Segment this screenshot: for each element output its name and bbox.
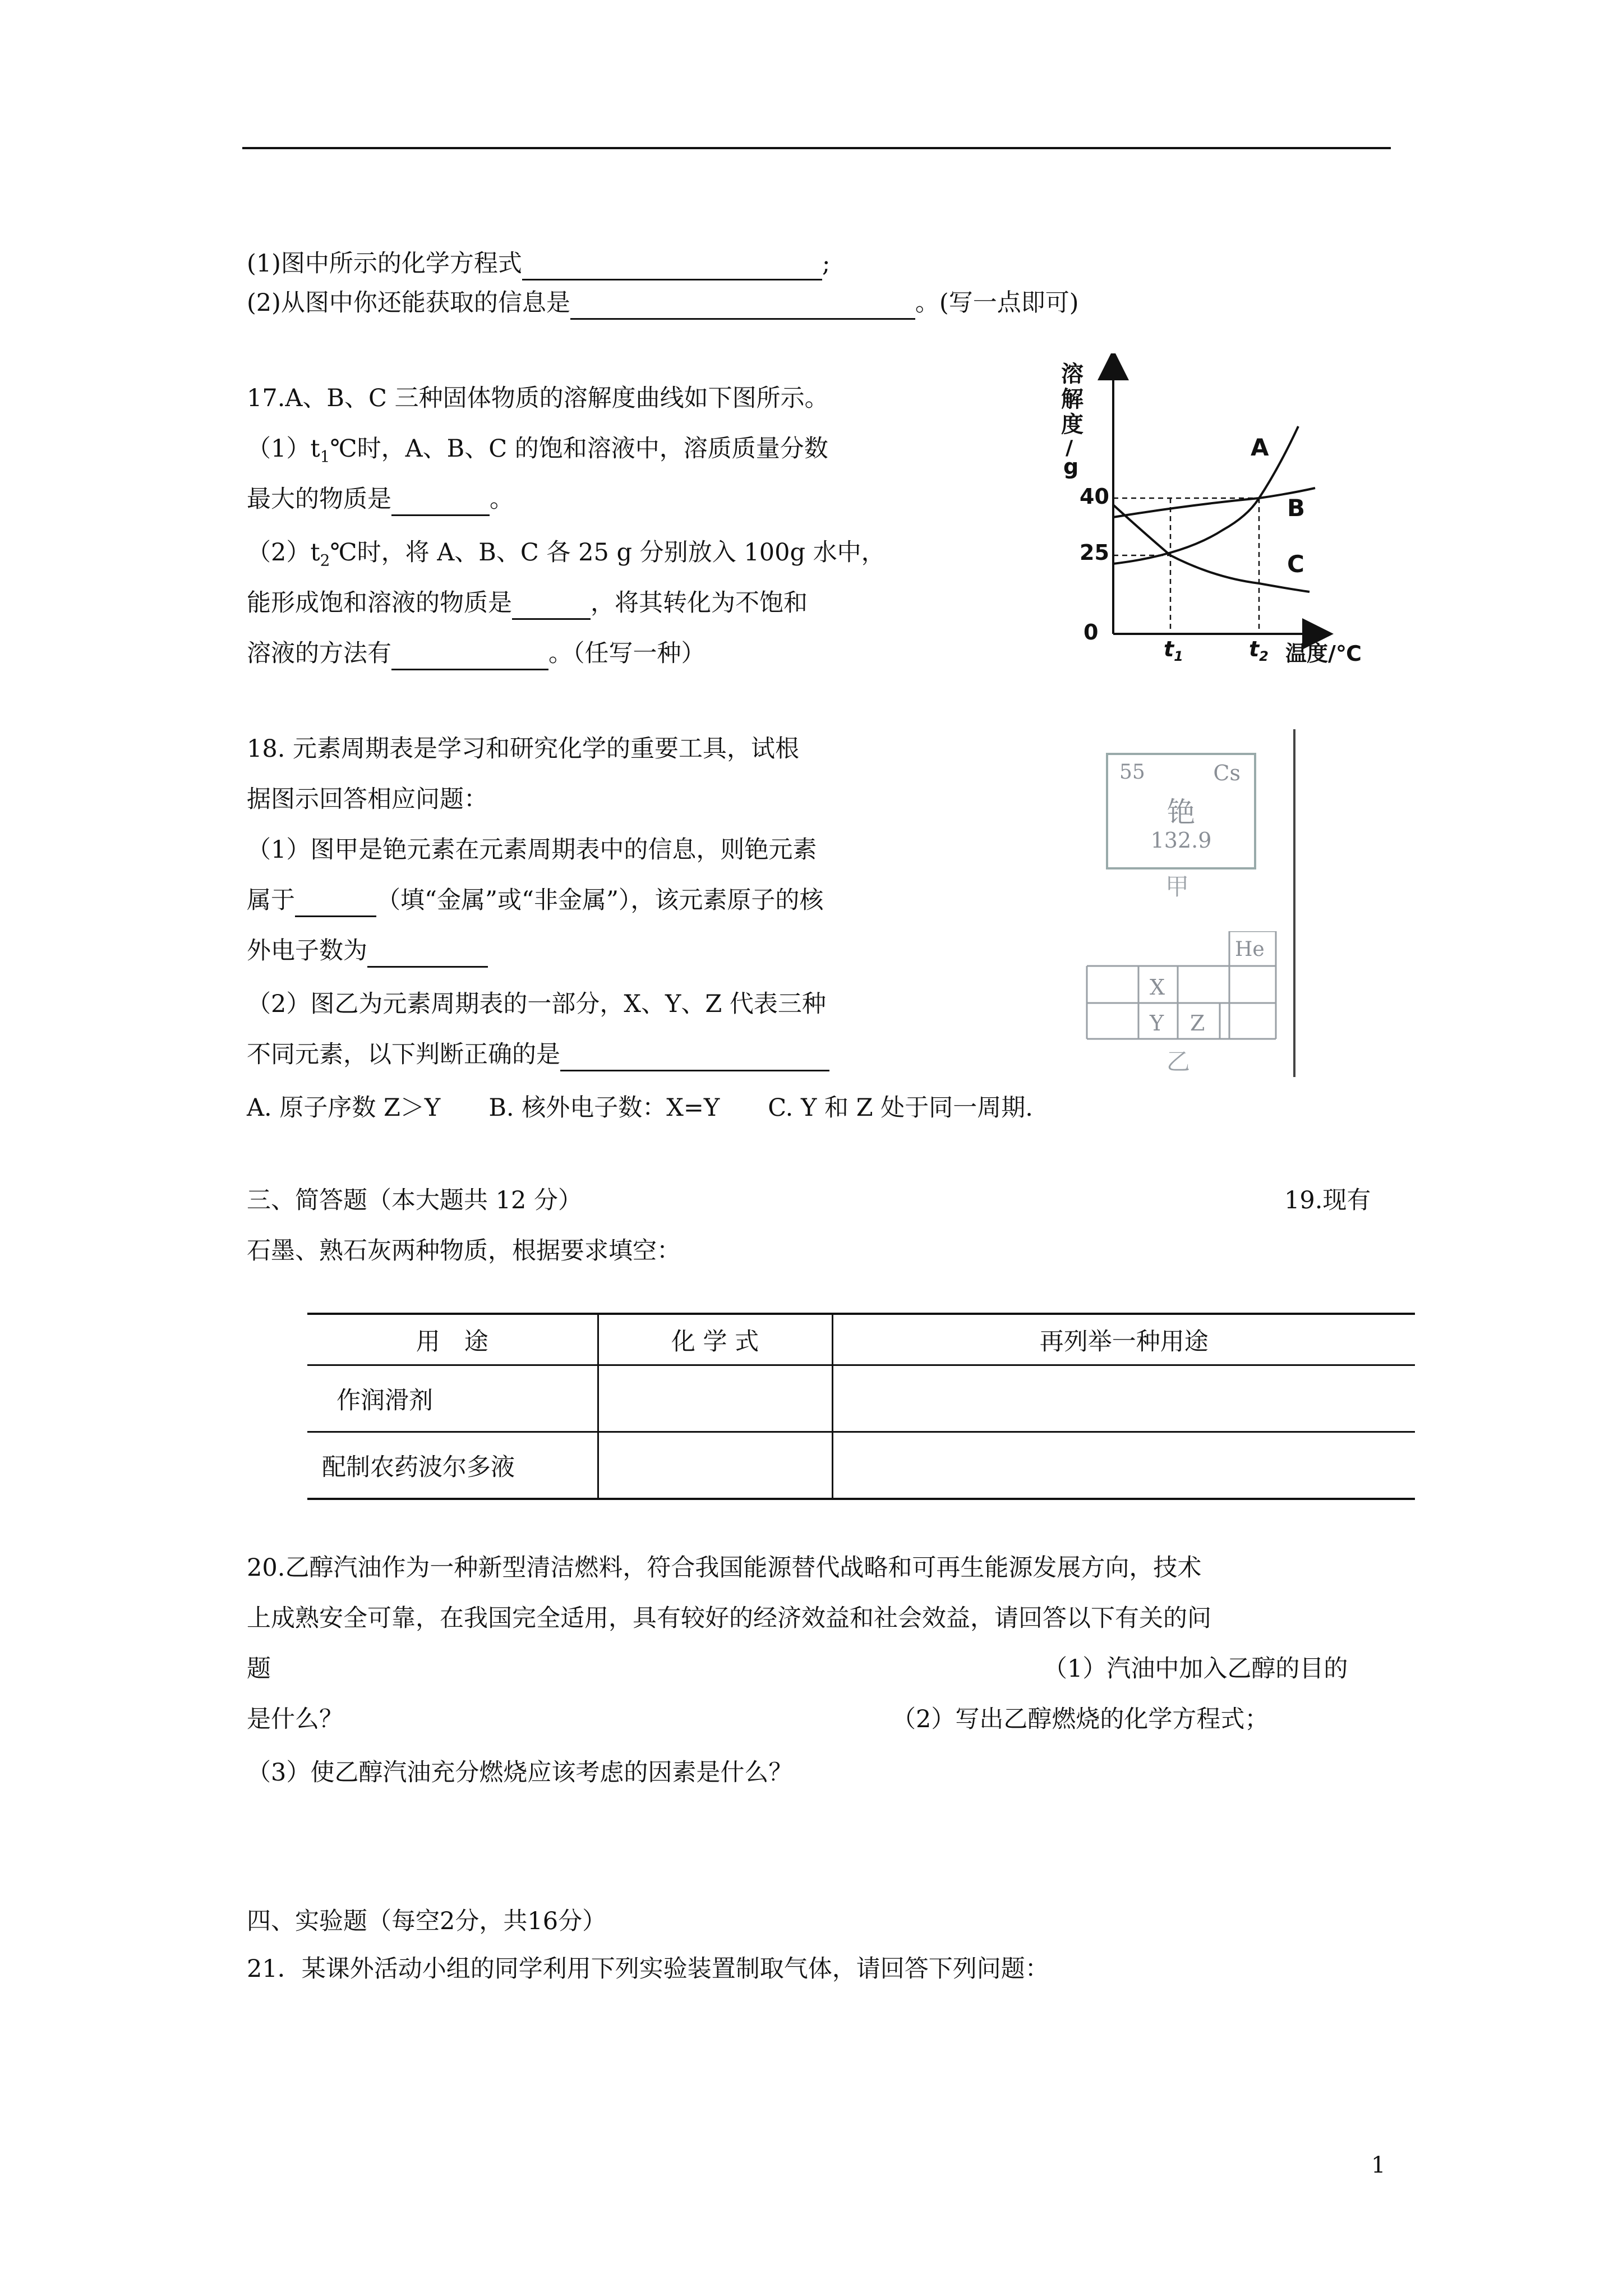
q20-line5: （3）使乙醇汽油充分燃烧应该考虑的因素是什么？ — [247, 1759, 793, 1787]
q17-stem: 17.A、B、C 三种固体物质的溶解度曲线如下图所示。 — [247, 384, 829, 412]
atomic-mass: 132.9 — [1150, 828, 1212, 853]
caption-yi: 乙 — [1166, 1048, 1191, 1075]
q18-stem-line2: 据图示回答相应问题： — [247, 785, 488, 813]
table-row — [307, 1432, 1415, 1499]
series-label-c: C — [1287, 550, 1304, 578]
q18-part2-line2: 不同元素，以下判断正确的是 — [247, 1038, 829, 1071]
grid-y: Y — [1150, 1011, 1164, 1036]
curve-a — [1113, 426, 1298, 564]
cell-usage: 配制农药波尔多液 — [307, 1432, 598, 1499]
svg-text:g: g — [1063, 454, 1079, 479]
q16-line1: (1)图中所示的化学方程式 ; — [247, 247, 830, 280]
y-axis-label — [1061, 361, 1083, 479]
y-tick-40: 40 — [1080, 484, 1109, 509]
curve-b — [1113, 488, 1315, 517]
cell-other-use — [832, 1432, 1415, 1499]
q18-stem-line1: 18. 元素周期表是学习和研究化学的重要工具，试根 — [247, 735, 800, 763]
q19-start: 19.现有 — [1284, 1186, 1371, 1214]
grid-z: Z — [1190, 1011, 1205, 1036]
q20-line3a: 题 — [247, 1655, 271, 1683]
curve-c — [1113, 505, 1310, 592]
cesium-card — [1106, 753, 1256, 869]
cell-usage: 作润滑剂 — [307, 1365, 598, 1432]
q18-part1-line3: 外电子数为 — [247, 934, 488, 968]
svg-text:度: 度 — [1061, 412, 1083, 438]
table-header-row — [307, 1314, 1415, 1365]
svg-text:/: / — [1066, 436, 1073, 459]
grid-he: He — [1235, 938, 1265, 961]
grid-x: X — [1150, 975, 1165, 1000]
q17-part1-line2: 最大的物质是 。 — [247, 482, 514, 516]
q19-table — [307, 1313, 1415, 1500]
svg-text:解: 解 — [1061, 386, 1083, 412]
atomic-number: 55 — [1119, 761, 1145, 784]
element-name: 铯 — [1167, 796, 1195, 829]
q20-line4b: （2）写出乙醇燃烧的化学方程式； — [892, 1705, 1269, 1733]
solubility-chart — [1054, 353, 1413, 673]
header-formula: 化 学 式 — [598, 1314, 832, 1365]
q21-stem: 21．某课外活动小组的同学利用下列实验装置制取气体，请回答下列问题： — [247, 1955, 1049, 1983]
header-other-use: 再列举一种用途 — [1039, 1327, 1209, 1356]
q17-part2-line2: 能形成饱和溶液的物质是 ，将其转化为不饱和 — [247, 586, 808, 620]
cell-formula — [598, 1365, 832, 1432]
q17-part2-line1: $(2)t_2℃$时，将 A、B、C 各 25 g 分别放入 100g 水中， — [247, 539, 886, 570]
q18-part1-line2: 属于 （填“金属”或“非金属”），该元素原子的核 — [247, 884, 823, 917]
q20-line3b: （1）汽油中加入乙醇的目的 — [1043, 1655, 1348, 1683]
header-rule — [242, 147, 1391, 149]
q18-part1-line1: （1）图甲是铯元素在元素周期表中的信息，则铯元素 — [247, 836, 817, 864]
svg-text:溶: 溶 — [1061, 361, 1083, 387]
section4-heading: 四、实验题（每空2分，共16分） — [247, 1907, 607, 1935]
periodic-table-figure — [1082, 729, 1295, 1077]
y-tick-25: 25 — [1080, 540, 1109, 565]
x-tick-t1: $t_1$ — [1164, 637, 1183, 664]
q17-part1-line1: $(1)t_1℃$时，A、B、C 的饱和溶液中，溶质质量分数 — [247, 435, 828, 466]
cell-other-use — [832, 1365, 1415, 1432]
header-usage: 用 途 — [307, 1314, 598, 1365]
q19-cont: 石墨、熟石灰两种物质，根据要求填空： — [247, 1237, 681, 1265]
section3-heading: 三、简答题（本大题共 12 分） — [247, 1186, 583, 1214]
table-row — [307, 1365, 1415, 1432]
q20-line2: 上成熟安全可靠，在我国完全适用，具有较好的经济效益和社会效益，请回答以下有关的问 — [247, 1604, 1211, 1632]
caption-jia: 甲 — [1165, 873, 1189, 900]
q20-line1: 20.乙醇汽油作为一种新型清洁燃料，符合我国能源替代战略和可再生能源发展方向，技术 — [247, 1554, 1202, 1582]
q18-part2-line1: （2）图乙为元素周期表的一部分，X、Y、Z 代表三种 — [247, 990, 826, 1018]
q20-line4a: 是什么？ — [247, 1705, 343, 1733]
q16-line2: (2)从图中你还能获取的信息是 。(写一点即可) — [247, 286, 1078, 320]
q17-part2-line3: 溶液的方法有 。（任写一种） — [247, 637, 706, 670]
page-number: 1 — [1371, 2152, 1386, 2178]
x-axis-label: 温度/℃ — [1285, 641, 1362, 666]
element-symbol: Cs — [1213, 761, 1241, 785]
series-label-b: B — [1287, 494, 1306, 522]
x-tick-t2: $t_2$ — [1249, 637, 1269, 664]
series-label-a: A — [1251, 434, 1269, 461]
origin-label: 0 — [1083, 620, 1099, 645]
q18-options: A. 原子序数 Z＞Y B. 核外电子数：X=Y C. Y 和 Z 处于同一周期. — [247, 1094, 1033, 1122]
cell-formula — [598, 1432, 832, 1499]
